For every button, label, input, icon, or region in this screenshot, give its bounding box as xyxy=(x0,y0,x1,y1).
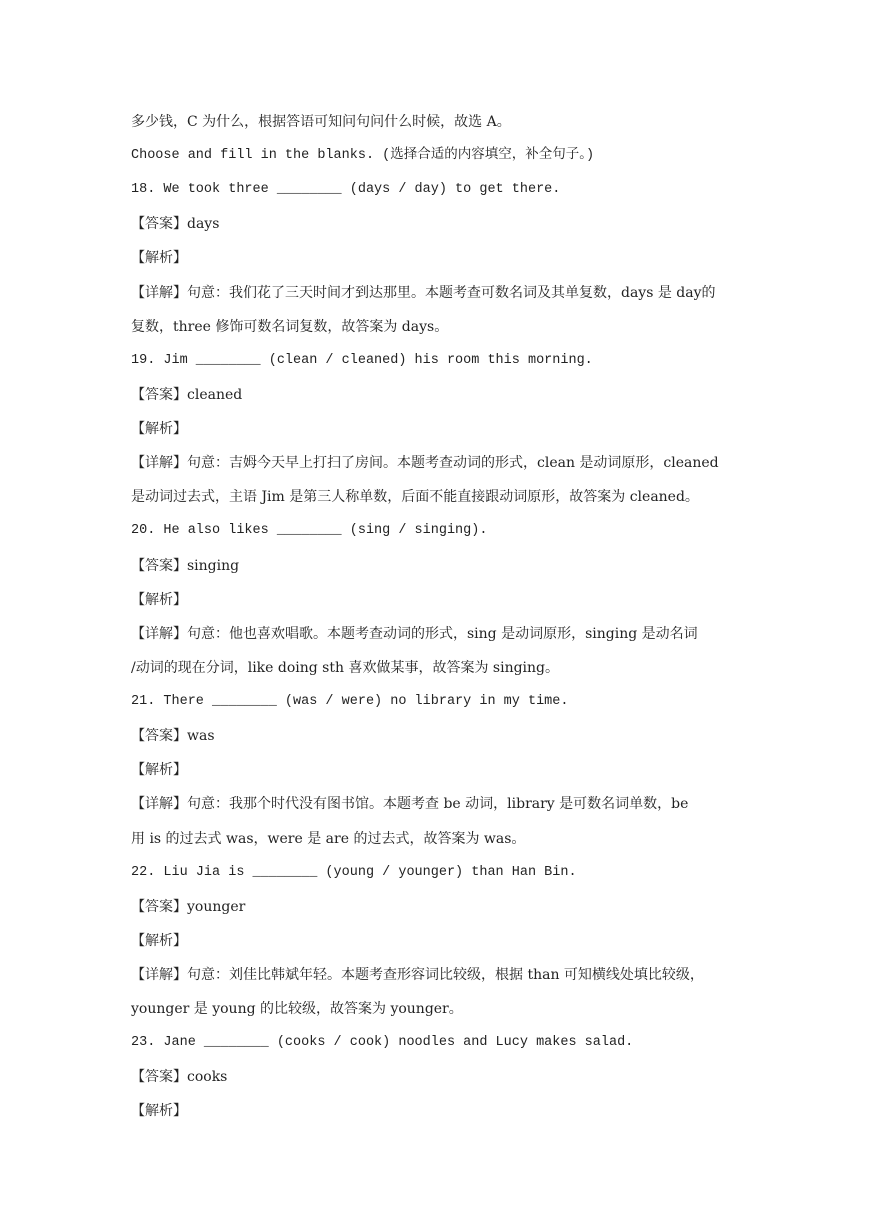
answer-23: 【答案】cooks xyxy=(131,1069,228,1085)
question-23: 23. Jane ________ (cooks / cook) noodles and Lucy makes salad. xyxy=(131,1035,634,1050)
detail-21-line-2: 用 is 的过去式 was，were 是 are 的过去式，故答案为 was。 xyxy=(131,831,526,847)
detail-18-line-2: 复数，three 修饰可数名词复数，故答案为 days。 xyxy=(131,319,449,335)
detail-18-line-1: 【详解】句意：我们花了三天时间才到达那里。本题考查可数名词及其单复数，days 是 day的 xyxy=(131,285,716,301)
question-18: 18. We took three ________ (days / day) to get there. xyxy=(131,182,561,197)
detail-19-line-2: 是动词过去式，主语 Jim 是第三人称单数，后面不能直接跟动词原形，故答案为 cleaned。 xyxy=(131,489,699,505)
answer-22: 【答案】younger xyxy=(131,899,246,915)
detail-22-line-2: younger 是 young 的比较级，故答案为 younger。 xyxy=(131,1001,463,1017)
detail-19-line-1: 【详解】句意：吉姆今天早上打扫了房间。本题考查动词的形式，clean 是动词原形，cleaned xyxy=(131,455,719,471)
detail-21-line-1: 【详解】句意：我那个时代没有图书馆。本题考查 be 动词，library 是可数名词单数，be xyxy=(131,796,689,812)
analysis-heading-20: 【解析】 xyxy=(131,592,187,608)
analysis-heading-19: 【解析】 xyxy=(131,421,187,437)
text-line: 多少钱，C 为什么，根据答语可知问句问什么时候，故选 A。 xyxy=(131,114,511,130)
question-19: 19. Jim ________ (clean / cleaned) his room this morning. xyxy=(131,353,593,368)
answer-20: 【答案】singing xyxy=(131,558,240,574)
question-20: 20. He also likes ________ (sing / singing). xyxy=(131,523,488,538)
analysis-heading-18: 【解析】 xyxy=(131,250,187,266)
detail-22-line-1: 【详解】句意：刘佳比韩斌年轻。本题考查形容词比较级，根据 than 可知横线处填比较级， xyxy=(131,967,704,983)
question-21: 21. There ________ (was / were) no library in my time. xyxy=(131,694,569,709)
analysis-heading-22: 【解析】 xyxy=(131,933,187,949)
answer-19: 【答案】cleaned xyxy=(131,387,243,403)
analysis-heading-21: 【解析】 xyxy=(131,762,187,778)
detail-20-line-1: 【详解】句意：他也喜欢唱歌。本题考查动词的形式，sing 是动词原形，singing 是动名词 xyxy=(131,626,698,642)
answer-18: 【答案】days xyxy=(131,216,220,232)
instruction-line: Choose and fill in the blanks. (选择合适的内容填空，补全句子。) xyxy=(131,148,595,163)
answer-21: 【答案】was xyxy=(131,728,215,744)
question-22: 22. Liu Jia is ________ (young / younger) than Han Bin. xyxy=(131,865,577,880)
detail-20-line-2: /动词的现在分词，like doing sth 喜欢做某事，故答案为 singing。 xyxy=(131,660,560,676)
analysis-heading-23: 【解析】 xyxy=(131,1103,187,1119)
